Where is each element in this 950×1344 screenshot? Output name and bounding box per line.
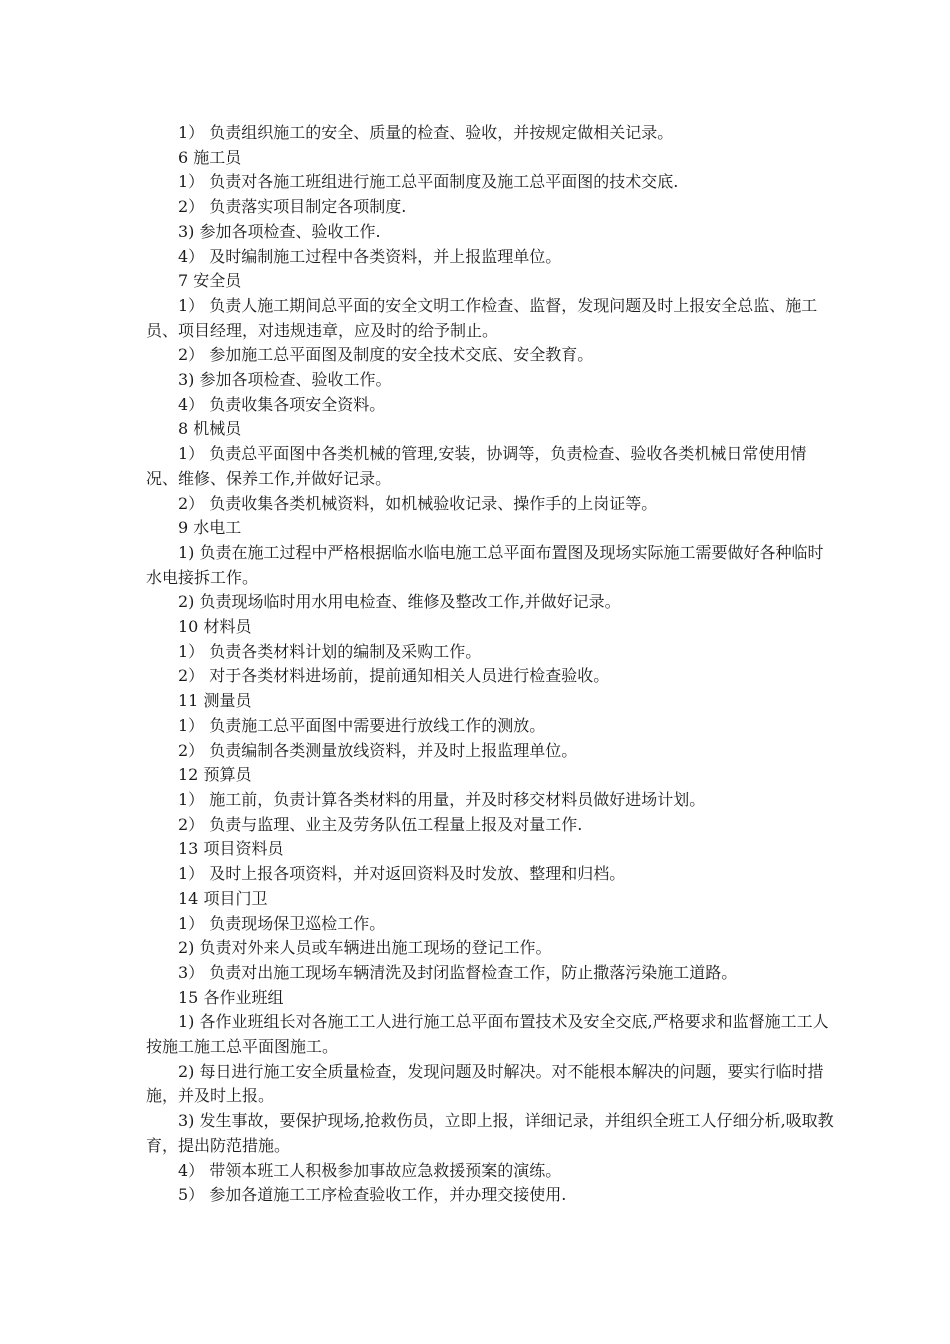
paragraph-line: 2） 参加施工总平面图及制度的安全技术交底、安全教育。 [178, 345, 594, 365]
paragraph-line: 2） 负责与监理、业主及劳务队伍工程量上报及对量工作. [178, 814, 583, 834]
section-heading: 8 机械员 [178, 419, 242, 439]
paragraph-line: 1） 施工前，负责计算各类材料的用量，并及时移交材料员做好进场计划。 [178, 789, 706, 809]
paragraph-line: 2） 负责落实项目制定各项制度. [178, 197, 407, 217]
paragraph-line: 1） 负责现场保卫巡检工作。 [178, 913, 386, 933]
paragraph-line: 2) 负责现场临时用水用电检查、维修及整改工作,并做好记录。 [178, 592, 621, 612]
section-heading: 14 项目门卫 [178, 888, 268, 908]
paragraph-line: 1） 负责人施工期间总平面的安全文明工作检查、监督，发现问题及时上报安全总监、施工员、项目经理，对违规违章，应及时的给予制止。 [146, 295, 818, 340]
paragraph-line: 1） 负责组织施工的安全、质量的检查、验收，并按规定做相关记录。 [178, 123, 674, 142]
section-heading: 15 各作业班组 [178, 987, 284, 1007]
paragraph-line: 1） 负责各类材料计划的编制及采购工作。 [178, 641, 482, 661]
paragraph-line: 3) 参加各项检查、验收工作。 [178, 370, 392, 390]
section-heading: 13 项目资料员 [178, 839, 284, 859]
section-heading: 9 水电工 [178, 518, 242, 538]
section-heading: 10 材料员 [178, 617, 252, 637]
section-heading: 11 测量员 [178, 691, 252, 711]
section-heading: 6 施工员 [178, 147, 242, 167]
document-body [146, 121, 836, 1208]
paragraph-line: 4） 负责收集各项安全资料。 [178, 394, 386, 414]
paragraph-line: 1) 负责在施工过程中严格根据临水临电施工总平面布置图及现场实际施工需要做好各种临时水电接拆工作。 [146, 542, 824, 587]
paragraph-line: 1） 负责对各施工班组进行施工总平面制度及施工总平面图的技术交底. [178, 172, 679, 192]
paragraph-line: 4） 及时编制施工过程中各类资料，并上报监理单位。 [178, 246, 562, 266]
paragraph-line: 1) 各作业班组长对各施工工人进行施工总平面布置技术及安全交底,严格要求和监督施工工人按施工施工总平面图施工。 [146, 1012, 829, 1057]
paragraph-line: 4） 带领本班工人积极参加事故应急救援预案的演练。 [178, 1160, 562, 1180]
section-heading: 12 预算员 [178, 765, 252, 785]
paragraph-line: 2) 负责对外来人员或车辆进出施工现场的登记工作。 [178, 938, 552, 958]
paragraph-line: 3） 负责对出施工现场车辆清洗及封闭监督检查工作，防止撒落污染施工道路。 [178, 962, 738, 982]
paragraph-line: 1） 及时上报各项资料，并对返回资料及时发放、整理和归档。 [178, 864, 626, 884]
section-heading: 7 安全员 [178, 271, 242, 291]
paragraph-line: 1） 负责施工总平面图中需要进行放线工作的测放。 [178, 715, 546, 735]
paragraph-line: 3) 发生事故，要保护现场,抢救伤员，立即上报，详细记录，并组织全班工人仔细分析,吸取教育，提出防范措施。 [146, 1111, 834, 1155]
paragraph-line: 1） 负责总平面图中各类机械的管理,安装，协调等，负责检查、验收各类机械日常使用情况、维修、保养工作,并做好记录。 [146, 444, 807, 488]
paragraph-line: 2） 对于各类材料进场前，提前通知相关人员进行检查验收。 [178, 666, 610, 686]
paragraph-line: 5） 参加各道施工工序检查验收工作，并办理交接使用. [178, 1185, 567, 1205]
paragraph-line: 2） 负责收集各类机械资料，如机械验收记录、操作手的上岗证等。 [178, 493, 658, 513]
paragraph-line: 3) 参加各项检查、验收工作. [178, 221, 381, 241]
paragraph-line: 2） 负责编制各类测量放线资料，并及时上报监理单位。 [178, 740, 578, 760]
paragraph-line: 2) 每日进行施工安全质量检查，发现问题及时解决。对不能根本解决的问题，要实行临时措施，并及时上报。 [146, 1061, 824, 1106]
